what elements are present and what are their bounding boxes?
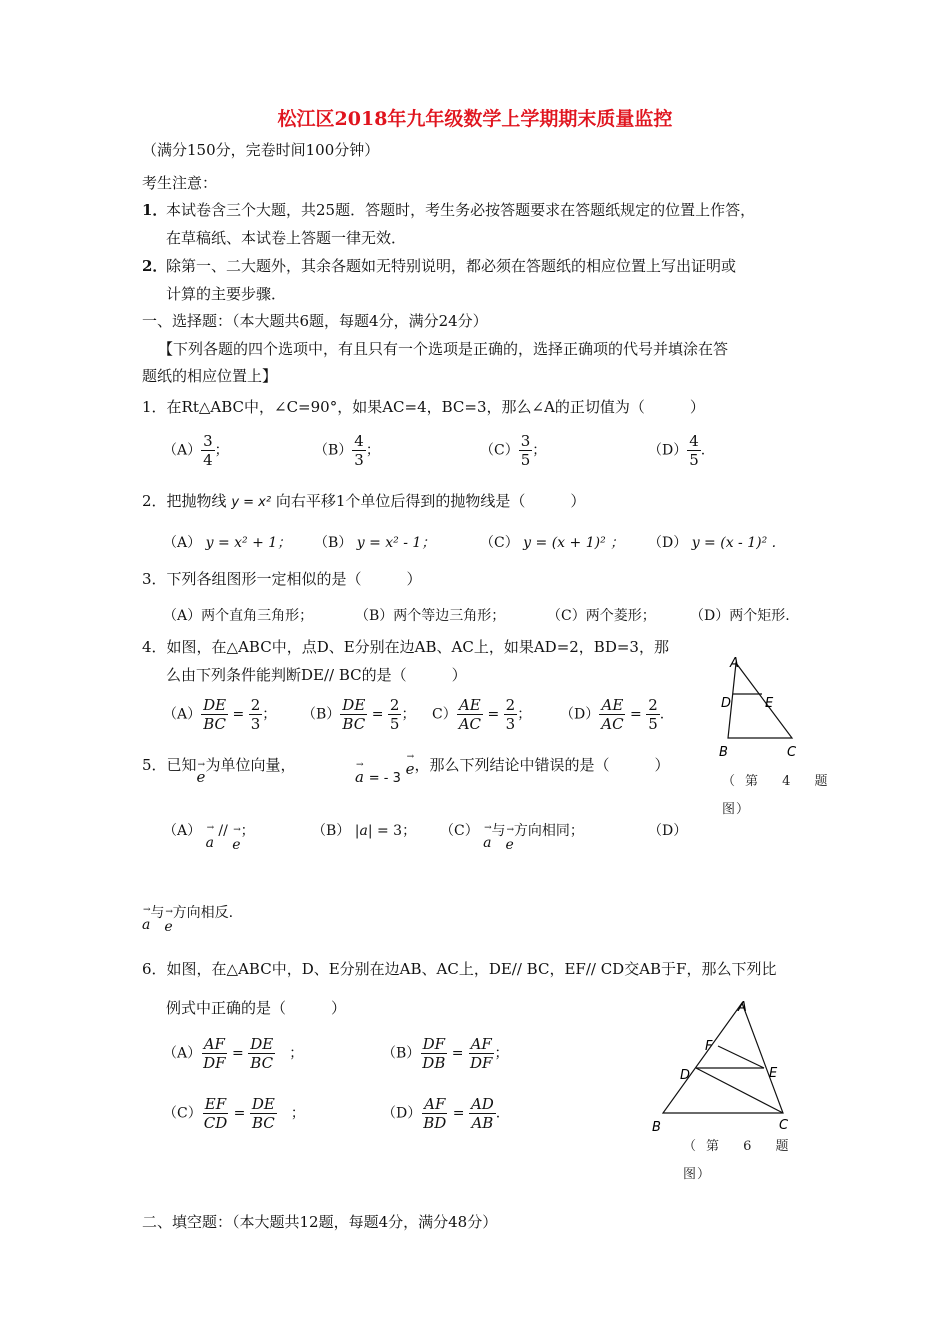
q2-option-b: （B） y = x² - 1；: [314, 535, 436, 551]
q6-figure-caption: （第 6 题: [683, 1139, 799, 1154]
q4-triangle-figure: [710, 655, 810, 765]
q6-option-a: （A） $\frac{AF}{DF}$ = $\frac{DE}{BC}$ ；: [163, 1035, 304, 1072]
q6-triangle-abc: [663, 1003, 783, 1113]
q6-label-a: A: [738, 1000, 747, 1015]
q4-label-c: C: [787, 745, 797, 760]
q6-stem-line1: 6．如图，在△ABC中，D、E分别在边AB、AC上，DE// BC，EF// CD交AB于F，那么下列比: [142, 960, 777, 978]
q5-option-a: （A） → a // → e；: [163, 820, 255, 840]
notice-1-line2: 在草稿纸、本试卷上答题一律无效．: [166, 229, 407, 247]
q2-option-c: （C） y = (x + 1)² ；: [480, 535, 625, 551]
q1-option-a: （A） $\frac{3}{4}$ ；: [163, 432, 229, 469]
q6-label-b: B: [652, 1120, 661, 1135]
notice-1-num: 1．: [142, 201, 168, 219]
q4-figure-caption-end: 图）: [722, 802, 751, 817]
q6-label-f: F: [705, 1039, 713, 1054]
notice-2-num: 2．: [142, 257, 168, 275]
q6-option-d: （D） $\frac{AF}{BD}$ = $\frac{AD}{AB}$ .: [382, 1095, 501, 1132]
q6-triangle-figure: [645, 995, 805, 1140]
q6-option-c: （C） $\frac{EF}{CD}$ = $\frac{DE}{BC}$ ；: [163, 1095, 305, 1132]
q5-stem: 5．已知→ e为单位向量， → a = - 3 → e，那么下列结论中错误的是（ ）: [142, 755, 670, 777]
q4-figure-caption: （第 4 题: [722, 774, 838, 789]
q3-option-c: （C）两个菱形；: [547, 608, 656, 624]
section1-instr-line1: 【下列各题的四个选项中，有且只有一个选项是正确的，选择正确项的代号并填涂在答: [158, 340, 729, 358]
q4-stem-line1: 4．如图，在△ABC中，点D、E分别在边AB、AC上，如果AD=2，BD=3，那: [142, 638, 669, 656]
q1-option-b: （B） $\frac{4}{3}$ ；: [314, 432, 380, 469]
q1-option-c: （C） $\frac{3}{5}$ ；: [480, 432, 547, 469]
q4-option-c: C） $\frac{AE}{AC}$ = $\frac{2}{3}$ ；: [432, 696, 532, 733]
q4-triangle-abc: [728, 663, 792, 738]
section2-heading: 二、填空题：（本大题共12题，每题4分，满分48分）: [142, 1213, 498, 1231]
page-title: 松江区2018年九年级数学上学期期末质量监控: [277, 108, 673, 130]
subtitle: （满分150分，完卷时间100分钟）: [142, 141, 380, 159]
section1-heading: 一、选择题：（本大题共6题，每题4分，满分24分）: [142, 312, 488, 330]
q3-option-a: （A）两个直角三角形；: [163, 608, 314, 624]
q5-option-c: （C） → a与→ e方向相同；: [440, 820, 584, 840]
q1-stem: 1．在Rt△ABC中，∠C=90°，如果AC=4，BC=3，那么∠A的正切值为（ ）: [142, 398, 705, 416]
q4-label-b: B: [719, 745, 728, 760]
q1-option-d: （D） $\frac{4}{5}$ .: [648, 432, 706, 469]
notice-2-line2: 计算的主要步骤．: [166, 285, 287, 303]
q4-option-a: （A） $\frac{DE}{BC}$ = $\frac{2}{3}$ ；: [163, 696, 277, 733]
q4-label-a: A: [730, 656, 739, 671]
q6-stem-line2: 例式中正确的是（ ）: [166, 999, 347, 1017]
q6-label-e: E: [769, 1066, 778, 1081]
q4-label-e: E: [765, 696, 774, 711]
q5-option-d: → a与→ e方向相反.: [142, 902, 233, 922]
q4-stem-line2: 么由下列条件能判断DE// BC的是（ ）: [166, 666, 467, 684]
notice-2-line1: 除第一、二大题外，其余各题如无特别说明，都必须在答题纸的相应位置上写出证明或: [166, 257, 737, 275]
q6-segment-ef: [718, 1046, 764, 1068]
notice-heading: 考生注意：: [142, 174, 218, 192]
q6-figure-caption-end: 图）: [683, 1167, 712, 1182]
notice-1-line1: 本试卷含三个大题，共25题．答题时，考生务必按答题要求在答题纸规定的位置上作答，: [166, 201, 756, 219]
q6-label-c: C: [779, 1118, 789, 1133]
q2-option-a: （A） y = x² + 1；: [163, 535, 292, 551]
q3-option-b: （B）两个等边三角形；: [355, 608, 506, 624]
q4-label-d: D: [721, 696, 732, 711]
q4-option-d: （D） $\frac{AE}{AC}$ = $\frac{2}{5}$ .: [560, 696, 665, 733]
q3-stem: 3．下列各组图形一定相似的是（ ）: [142, 570, 422, 588]
q5-option-b: （B） |a| = 3；: [312, 823, 417, 839]
q2-option-d: （D） y = (x - 1)² .: [648, 535, 777, 551]
section1-instr-line2: 题纸的相应位置上】: [142, 367, 278, 385]
q3-option-d: （D）两个矩形.: [690, 608, 790, 624]
q6-option-b: （B） $\frac{DF}{DB}$ = $\frac{AF}{DF}$ ；: [382, 1035, 509, 1072]
q4-option-b: （B） $\frac{DE}{BC}$ = $\frac{2}{5}$ ；: [302, 696, 416, 733]
q6-label-d: D: [680, 1068, 691, 1083]
q5-option-d-label: （D）: [648, 823, 688, 839]
q2-stem: 2．把抛物线 y = x² 向右平移1个单位后得到的抛物线是（ ）: [142, 492, 586, 510]
